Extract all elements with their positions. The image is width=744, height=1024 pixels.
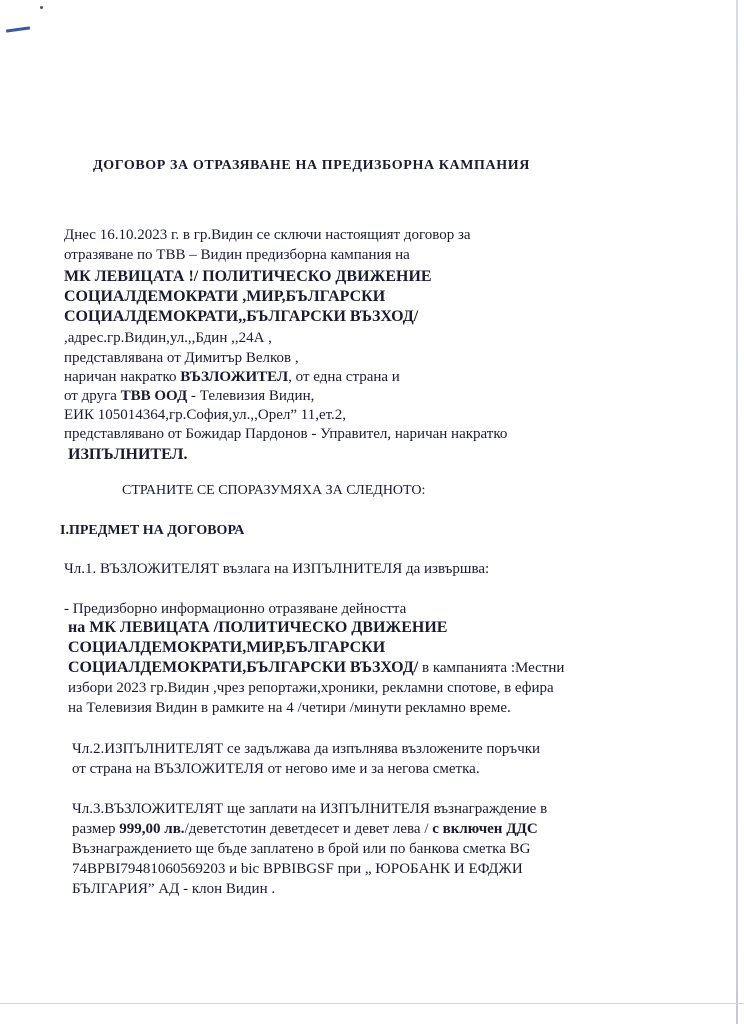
parties-agree-heading: СТРАНИТЕ СЕ СПОРАЗУМЯХА ЗА СЛЕДНОТО:: [122, 483, 426, 498]
art2-line-2: от страна на ВЪЗЛОЖИТЕЛЯ от негово име и за негова сметка.: [72, 761, 480, 777]
section-1-heading: I.ПРЕДМЕТ НА ДОГОВОРА: [60, 523, 245, 538]
art3-line-1: Чл.3.ВЪЗЛОЖИТЕЛЯТ ще заплати на ИЗПЪЛНИТЕЛЯ възнаграждение в: [72, 801, 548, 817]
eik-line: ЕИК 105014364,гр.София,ул.,,Орел” 11,ет.2,: [64, 407, 347, 423]
art3-line-2: размер 999,00 лв./деветстотин деветдесет и девет лева / с включен ДДС: [72, 821, 538, 837]
art2-line-1: Чл.2.ИЗПЪЛНИТЕЛЯТ се задължава да изпълнява възложените поръчки: [72, 741, 541, 757]
representative-line: представлявана от Димитър Велков ,: [64, 350, 299, 366]
assignor-line: наричан накратко ВЪЗЛОЖИТЕЛ, от една страна и: [64, 369, 400, 385]
scan-dot: [40, 6, 43, 9]
art1-line-1: - Предизборно информационно отразяване дейността: [64, 601, 407, 617]
art1-line-6: на Телевизия Видин в рамките на 4 /четири /минути рекламно време.: [68, 700, 511, 716]
address-line: ,адрес.гр.Видин,ул.,,Бдин ,,24А ,: [64, 330, 272, 346]
art1-line-2: на МК ЛЕВИЦАТА /ПОЛИТИЧЕСКО ДВИЖЕНИЕ: [68, 619, 448, 636]
art3-line-4: 74BPBI79481060569203 и bic BPBIBGSF при „ ЮРОБАНК И ЕФДЖИ: [72, 861, 523, 877]
art1-line-5: избори 2023 гр.Видин ,чрез репортажи,хроники, рекламни спотове, в ефира: [68, 680, 554, 696]
intro-line-1: Днес 16.10.2023 г. в гр.Видин се сключи настоящият договор за: [64, 227, 471, 243]
art1-line-4: СОЦИАЛДЕМОКРАТИ,БЪЛГАРСКИ ВЪЗХОД/ в кампанията :Местни: [68, 659, 565, 676]
party-name-line-2: СОЦИАЛДЕМОКРАТИ ,МИР,БЪЛГАРСКИ: [64, 288, 386, 305]
intro-line-2: отразяване по ТВВ – Видин предизборна кампания на: [64, 247, 410, 263]
page-bottom-edge: [0, 1003, 744, 1004]
party-name-line-3: СОЦИАЛДЕМОКРАТИ,,БЪЛГАРСКИ ВЪЗХОД/: [64, 308, 419, 325]
pen-mark: [6, 26, 30, 32]
art3-line-5: БЪЛГАРИЯ” АД - клон Видин .: [72, 881, 276, 897]
page-edge: [736, 0, 738, 1024]
art1-line-3: СОЦИАЛДЕМОКРАТИ,МИР,БЪЛГАРСКИ: [68, 639, 386, 656]
art3-line-3: Възнаграждението ще бъде заплатено в брой или по банкова сметка BG: [72, 841, 531, 857]
party-name-line-1: МК ЛЕВИЦАТА !/ ПОЛИТИЧЕСКО ДВИЖЕНИЕ: [64, 268, 432, 285]
other-party-line: от друга ТВВ ООД - Телевизия Видин,: [64, 388, 315, 404]
contractor-rep-line: представлявано от Божидар Пардонов - Управител, наричан накратко: [64, 426, 508, 442]
contractor-label: ИЗПЪЛНИТЕЛ.: [68, 446, 188, 463]
article-1: Чл.1. ВЪЗЛОЖИТЕЛЯТ възлага на ИЗПЪЛНИТЕЛЯ да извършва:: [64, 561, 490, 577]
document-title: ДОГОВОР ЗА ОТРАЗЯВАНЕ НА ПРЕДИЗБОРНА КАМПАНИЯ: [93, 158, 530, 173]
